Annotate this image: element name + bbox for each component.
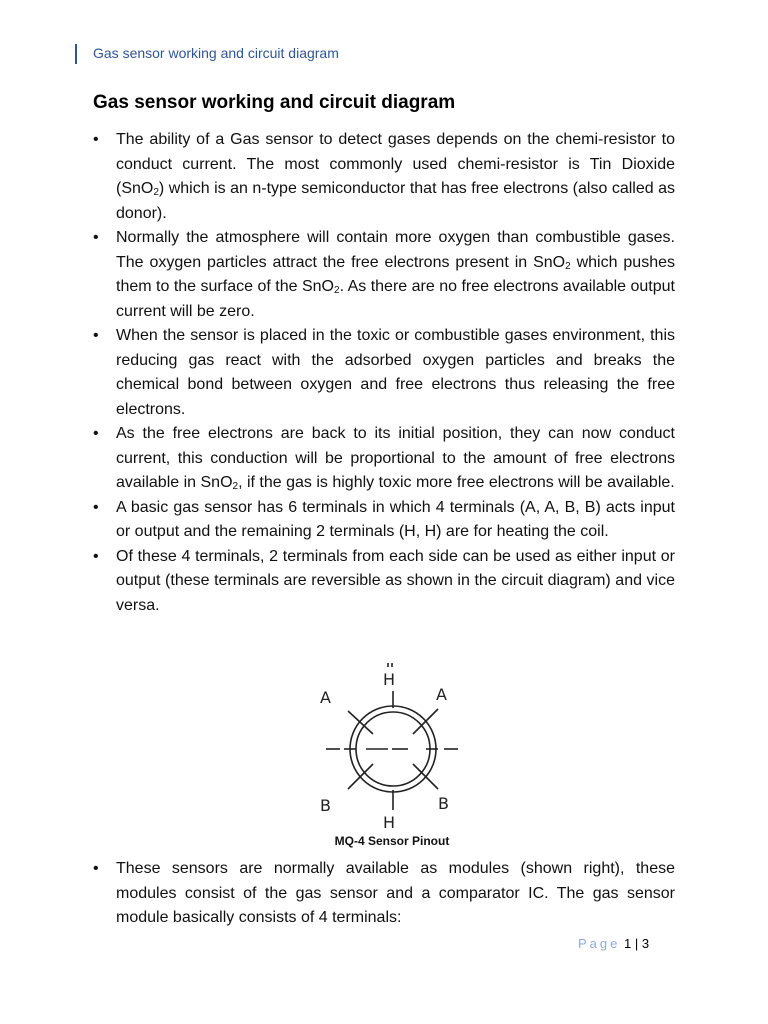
- bullet-item: • The ability of a Gas sensor to detect gases depends on the chemi-resistor to conduct current. The most commonly used chemi-resistor is Tin Dioxide (SnO$_2$) which is an n-type semiconductor that has free electrons (also called as donor).: [93, 128, 675, 226]
- label-a-right: A: [436, 685, 447, 704]
- bullet-list-continued: [93, 857, 675, 931]
- page-title: Gas sensor working and circuit diagram: [93, 92, 456, 113]
- bullet-item: • As the free electrons are back to its initial position, they can now conduct current, this conduction will be proportional to the amount of free electrons available in SnO$_2$, if the gas is highly toxic more free electrons will be available.: [93, 422, 675, 496]
- label-b-right: B: [438, 794, 449, 813]
- page-total: 3: [641, 936, 650, 951]
- label-a-left: A: [320, 688, 331, 707]
- bullet-item: • Normally the atmosphere will contain more oxygen than combustible gases. The oxygen particles attract the free electrons present in SnO$_2$ which pushes them to the surface of the SnO$_2$. As there are no free electrons available output current will be zero.: [93, 226, 675, 324]
- header-rule: [75, 44, 77, 64]
- bullet-item: • A basic gas sensor has 6 terminals in which 4 terminals (A, A, B, B) acts input or output and the remaining 2 terminals (H, H) are for heating the coil.: [93, 496, 675, 545]
- page-number: 1: [624, 936, 632, 951]
- label-h-bottom: H: [383, 813, 396, 832]
- label-b-left: B: [320, 796, 331, 815]
- bullet-item: • These sensors are normally available as modules (shown right), these modules consist of the gas sensor and a comparator IC. The gas sensor module basically consists of 4 terminals:: [93, 857, 675, 931]
- page-separator: |: [631, 936, 642, 951]
- sensor-pinout-diagram: [312, 663, 482, 835]
- page-word: Page: [578, 936, 621, 951]
- label-h-top: H: [383, 670, 396, 689]
- running-header: Gas sensor working and circuit diagram: [93, 45, 339, 61]
- figure-caption: MQ-4 Sensor Pinout: [334, 834, 450, 848]
- sensor-pinout-figure: [312, 663, 482, 853]
- bullet-item: • When the sensor is placed in the toxic or combustible gases environment, this reducing gas react with the adsorbed oxygen particles and breaks the chemical bond between oxygen and free electrons thus releasing the free electrons.: [93, 324, 675, 422]
- bullet-list: [93, 128, 675, 618]
- bullet-item: • Of these 4 terminals, 2 terminals from each side can be used as either input or output (these terminals are reversible as shown in the circuit diagram) and vice versa.: [93, 545, 675, 619]
- page-footer: [578, 936, 649, 952]
